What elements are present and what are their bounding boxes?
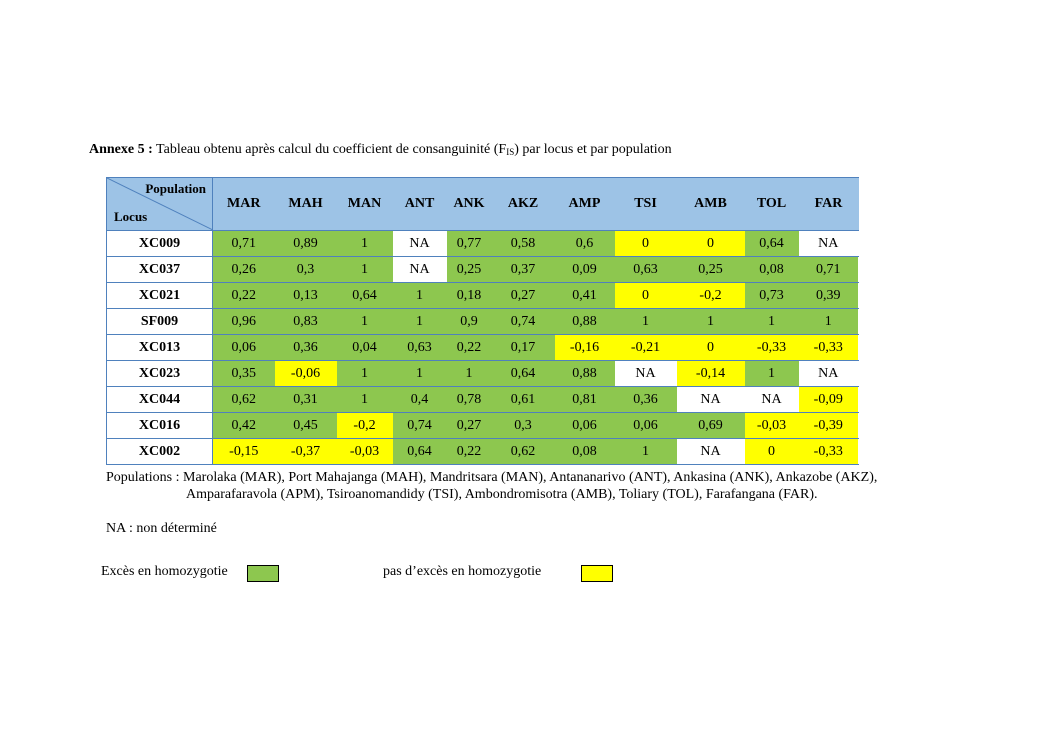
header-row xyxy=(107,178,859,231)
fis-value-cell: -0,33 xyxy=(745,335,799,361)
fis-value-cell: 0,78 xyxy=(447,387,492,413)
excess-legend-swatch xyxy=(247,565,279,582)
fis-value-cell: -0,09 xyxy=(799,387,859,413)
fis-value-cell: 0,18 xyxy=(447,283,492,309)
fis-value-cell: 0,77 xyxy=(447,231,492,257)
fis-value-cell: 0,64 xyxy=(492,361,555,387)
fis-value-cell: 1 xyxy=(745,361,799,387)
fis-value-cell: -0,33 xyxy=(799,439,859,465)
fis-value-cell: 0,42 xyxy=(213,413,275,439)
corner-locus-label: Locus xyxy=(114,209,148,224)
column-header: TSI xyxy=(615,178,677,231)
fis-value-cell: -0,21 xyxy=(615,335,677,361)
fis-value-cell: 0,06 xyxy=(555,413,615,439)
fis-value-cell: NA xyxy=(393,231,447,257)
fis-value-cell: 0,74 xyxy=(492,309,555,335)
fis-value-cell: -0,15 xyxy=(213,439,275,465)
table-row xyxy=(107,231,859,257)
locus-label: SF009 xyxy=(107,309,213,335)
column-header: MAN xyxy=(337,178,393,231)
fis-value-cell: 0,74 xyxy=(393,413,447,439)
fis-value-cell: 0,36 xyxy=(615,387,677,413)
populations-line-1: Populations : Marolaka (MAR), Port Mahajanga (MAH), Mandritsara (MAN), Antananarivo (ANT), Ankasina (ANK), Ankazobe (AKZ), xyxy=(106,470,878,485)
locus-label: XC016 xyxy=(107,413,213,439)
fis-value-cell: 0 xyxy=(615,283,677,309)
populations-legend xyxy=(106,469,986,503)
fis-value-cell: 0,25 xyxy=(677,257,745,283)
fis-value-cell: NA xyxy=(677,439,745,465)
fis-value-cell: 0,64 xyxy=(337,283,393,309)
fis-value-cell: 0,88 xyxy=(555,361,615,387)
fis-value-cell: 0,25 xyxy=(447,257,492,283)
fis-value-cell: 1 xyxy=(447,361,492,387)
fis-value-cell: 0,06 xyxy=(213,335,275,361)
corner-population-label: Population xyxy=(145,181,206,196)
fis-value-cell: 0,26 xyxy=(213,257,275,283)
fis-value-cell: 0,88 xyxy=(555,309,615,335)
fis-value-cell: -0,03 xyxy=(745,413,799,439)
fis-value-cell: -0,16 xyxy=(555,335,615,361)
no-excess-legend-label: pas d’excès en homozygotie xyxy=(383,564,542,579)
locus-label: XC002 xyxy=(107,439,213,465)
column-header: ANK xyxy=(447,178,492,231)
fis-value-cell: 0,69 xyxy=(677,413,745,439)
fis-value-cell: -0,37 xyxy=(275,439,337,465)
fis-value-cell: NA xyxy=(745,387,799,413)
fis-value-cell: NA xyxy=(393,257,447,283)
fis-value-cell: 0,64 xyxy=(393,439,447,465)
fis-value-cell: -0,03 xyxy=(337,439,393,465)
fis-value-cell: 0,27 xyxy=(447,413,492,439)
fis-value-cell: 0,71 xyxy=(799,257,859,283)
fis-value-cell: 0,96 xyxy=(213,309,275,335)
fis-value-cell: 0,63 xyxy=(615,257,677,283)
fis-value-cell: 0,6 xyxy=(555,231,615,257)
column-header: AMP xyxy=(555,178,615,231)
locus-label: XC013 xyxy=(107,335,213,361)
fis-value-cell: 0,63 xyxy=(393,335,447,361)
fis-value-cell: 1 xyxy=(745,309,799,335)
excess-legend-label: Excès en homozygotie xyxy=(101,564,228,579)
table-row xyxy=(107,413,859,439)
fis-value-cell: 0,71 xyxy=(213,231,275,257)
fis-value-cell: 1 xyxy=(677,309,745,335)
table-row xyxy=(107,257,859,283)
column-header: MAR xyxy=(213,178,275,231)
fis-value-cell: 0,13 xyxy=(275,283,337,309)
fis-value-cell: 0 xyxy=(745,439,799,465)
fis-value-cell: 0,3 xyxy=(275,257,337,283)
fis-value-cell: 0,73 xyxy=(745,283,799,309)
fis-value-cell: 0,35 xyxy=(213,361,275,387)
caption-tail: ) par locus et par population xyxy=(514,142,672,157)
fis-value-cell: 0,81 xyxy=(555,387,615,413)
fis-value-cell: 0,83 xyxy=(275,309,337,335)
fis-value-cell: -0,06 xyxy=(275,361,337,387)
fis-value-cell: 0,36 xyxy=(275,335,337,361)
fis-value-cell: -0,2 xyxy=(337,413,393,439)
fis-value-cell: -0,33 xyxy=(799,335,859,361)
locus-label: XC021 xyxy=(107,283,213,309)
fis-value-cell: 0 xyxy=(677,335,745,361)
fis-value-cell: -0,2 xyxy=(677,283,745,309)
fis-value-cell: 0,62 xyxy=(213,387,275,413)
fis-value-cell: 1 xyxy=(337,309,393,335)
column-header: TOL xyxy=(745,178,799,231)
locus-label: XC044 xyxy=(107,387,213,413)
fis-value-cell: 0,45 xyxy=(275,413,337,439)
fis-value-cell: 1 xyxy=(337,257,393,283)
fis-value-cell: 1 xyxy=(337,231,393,257)
fis-value-cell: NA xyxy=(799,361,859,387)
fis-value-cell: 0,27 xyxy=(492,283,555,309)
fis-value-cell: 0,9 xyxy=(447,309,492,335)
fis-value-cell: 1 xyxy=(337,387,393,413)
table-caption xyxy=(89,142,672,158)
table-row xyxy=(107,309,859,335)
locus-label: XC023 xyxy=(107,361,213,387)
locus-label: XC009 xyxy=(107,231,213,257)
table-row xyxy=(107,335,859,361)
fis-value-cell: 0,08 xyxy=(745,257,799,283)
fis-value-cell: 1 xyxy=(799,309,859,335)
na-note: NA : non déterminé xyxy=(106,521,217,536)
fis-value-cell: 0,4 xyxy=(393,387,447,413)
fis-value-cell: 0,08 xyxy=(555,439,615,465)
column-header: AKZ xyxy=(492,178,555,231)
fis-value-cell: 0,39 xyxy=(799,283,859,309)
fis-value-cell: 0,04 xyxy=(337,335,393,361)
fis-value-cell: 0,06 xyxy=(615,413,677,439)
populations-line-2: Amparafaravola (APM), Tsiroanomandidy (TSI), Ambondromisotra (AMB), Toliary (TOL), Farafangana (FAR). xyxy=(186,487,818,502)
corner-header-cell xyxy=(107,178,213,231)
column-header: MAH xyxy=(275,178,337,231)
fis-value-cell: 1 xyxy=(393,361,447,387)
fis-value-cell: 0,22 xyxy=(447,439,492,465)
column-header: FAR xyxy=(799,178,859,231)
fis-value-cell: 0,62 xyxy=(492,439,555,465)
column-header: AMB xyxy=(677,178,745,231)
table-row xyxy=(107,361,859,387)
fis-value-cell: NA xyxy=(799,231,859,257)
fis-value-cell: 0,22 xyxy=(447,335,492,361)
fis-table xyxy=(106,177,859,465)
fis-value-cell: 0,37 xyxy=(492,257,555,283)
table-row xyxy=(107,283,859,309)
fis-value-cell: 1 xyxy=(615,309,677,335)
fis-value-cell: 0,61 xyxy=(492,387,555,413)
fis-value-cell: 0,58 xyxy=(492,231,555,257)
caption-text: Tableau obtenu après calcul du coefficient de consanguinité (F xyxy=(152,142,507,157)
fis-value-cell: NA xyxy=(615,361,677,387)
fis-value-cell: 1 xyxy=(337,361,393,387)
caption-bold: Annexe 5 : xyxy=(89,142,153,157)
fis-value-cell: 0,89 xyxy=(275,231,337,257)
fis-value-cell: 1 xyxy=(615,439,677,465)
fis-value-cell: 0,22 xyxy=(213,283,275,309)
fis-value-cell: 0,31 xyxy=(275,387,337,413)
fis-value-cell: 0,64 xyxy=(745,231,799,257)
table-row xyxy=(107,439,859,465)
fis-value-cell: 0,09 xyxy=(555,257,615,283)
fis-value-cell: 1 xyxy=(393,283,447,309)
column-header: ANT xyxy=(393,178,447,231)
fis-value-cell: 0,41 xyxy=(555,283,615,309)
fis-value-cell: 0 xyxy=(677,231,745,257)
table-row xyxy=(107,387,859,413)
caption-subscript: IS xyxy=(506,147,515,157)
locus-label: XC037 xyxy=(107,257,213,283)
fis-value-cell: NA xyxy=(677,387,745,413)
fis-value-cell: 0 xyxy=(615,231,677,257)
fis-value-cell: 0,3 xyxy=(492,413,555,439)
no-excess-legend-swatch xyxy=(581,565,613,582)
fis-value-cell: -0,14 xyxy=(677,361,745,387)
fis-value-cell: 0,17 xyxy=(492,335,555,361)
fis-value-cell: 1 xyxy=(393,309,447,335)
fis-value-cell: -0,39 xyxy=(799,413,859,439)
